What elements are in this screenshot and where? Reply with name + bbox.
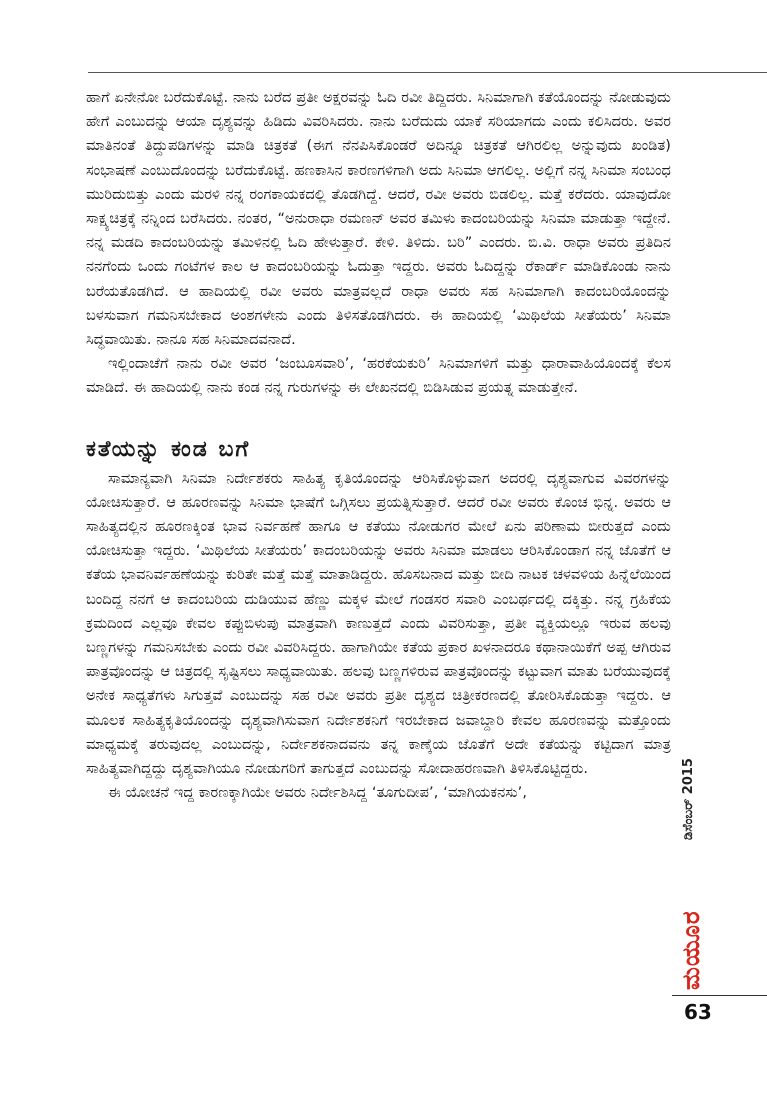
top-rule bbox=[88, 72, 767, 73]
section-heading: ಕತೆಯನ್ನು ಕಂಡ ಬಗೆ bbox=[86, 436, 251, 462]
article-body bbox=[86, 86, 671, 805]
page-number-rule bbox=[672, 995, 767, 996]
article-paragraph-1: ಹಾಗೆ ಏನೇನೋ ಬರೆದುಕೊಟ್ಟೆ. ನಾನು ಬರೆದ ಪ್ರತೀ ಅಕ್ಷರವನ್ನು ಓದಿ ರವೀ ತಿದ್ದಿದರು. ಸಿನಿಮಾಗಾಗಿ ಕತೆಯೊಂದನ್ನು ನೋಡುವುದು ಹೇಗೆ ಎಂಬುದನ್ನು ಆಯಾ ದೃಶ್ಯವನ್ನು ಹಿಡಿದು ವಿವರಿಸಿದರು. ನಾನು ಬರೆದುದು ಯಾಕೆ ಸರಿಯಾಗದು ಎಂದು ಕಲಿಸಿದರು. ಅವರ ಮಾತಿನಂತೆ ತಿದ್ದುಪಡಿಗಳನ್ನು ಮಾಡಿ ಚಿತ್ರಕತೆ (ಈಗ ನೆನಪಿಸಿಕೊಂಡರೆ ಅದಿನ್ನೂ ಚಿತ್ರಕತೆ ಆಗಿರಲಿಲ್ಲ ಅನ್ನುವುದು ಖಂಡಿತ) ಸಂಭಾಷಣೆ ಎಂಬುದೊಂದನ್ನು ಬರೆದುಕೊಟ್ಟೆ. ಹಣಕಾಸಿನ ಕಾರಣಗಳಿಗಾಗಿ ಅದು ಸಿನಿಮಾ ಆಗಲಿಲ್ಲ. ಅಲ್ಲಿಗೆ ನನ್ನ ಸಿನಿಮಾ ಸಂಬಂಧ ಮುರಿದುಬಿತ್ತು ಎಂದು ಮರಳಿ ನನ್ನ ರಂಗಕಾಯಕದಲ್ಲಿ ತೊಡಗಿದ್ದೆ. ಆದರೆ, ರವೀ ಅವರು ಬಿಡಲಿಲ್ಲ. ಮತ್ತೆ ಕರೆದರು. ಯಾವುದೋ ಸಾಕ್ಷ್ಯಚಿತ್ರಕ್ಕೆ ನನ್ನಿಂದ ಬರೆಸಿದರು. ನಂತರ, “ಅನುರಾಧಾ ರಮಣನ್ ಅವರ ತಮಿಳು ಕಾದಂಬರಿಯನ್ನು ಸಿನಿಮಾ ಮಾಡುತ್ತಾ ಇದ್ದೇನೆ. ನನ್ನ ಮಡದಿ ಕಾದಂಬರಿಯನ್ನು ತಮಿಳಿನಲ್ಲಿ ಓದಿ ಹೇಳುತ್ತಾರೆ. ಕೇಳಿ. ತಿಳಿದು. ಬರಿ” ಎಂದರು. ಬಿ.ವಿ. ರಾಧಾ ಅವರು ಪ್ರತಿದಿನ ನನಗೆಂದು ಒಂದು ಗಂಟೆಗಳ ಕಾಲ ಆ ಕಾದಂಬರಿಯನ್ನು ಓದುತ್ತಾ ಇದ್ದರು. ಅವರು ಓದಿದ್ದನ್ನು ರೆಕಾರ್ಡ್ ಮಾಡಿಕೊಂಡು ನಾನು ಬರೆಯತೊಡಗಿದೆ. ಆ ಹಾದಿಯಲ್ಲಿ ರವೀ ಅವರು ಮಾತ್ರವಲ್ಲದೆ ರಾಧಾ ಅವರು ಸಹ ಸಿನಿಮಾಗಾಗಿ ಕಾದಂಬರಿಯೊಂದನ್ನು ಬಳಸುವಾಗ ಗಮನಿಸಬೇಕಾದ ಅಂಶಗಳೇನು ಎಂದು ತಿಳಿಸತೊಡಗಿದರು. ಈ ಹಾದಿಯಲ್ಲಿ ‘ಮಿಥಿಲೆಯ ಸೀತೆಯರು’ ಸಿನಿಮಾ ಸಿದ್ಧವಾಯಿತು. ನಾನೂ ಸಹ ಸಿನಿಮಾದವನಾದೆ. bbox=[86, 90, 671, 349]
article-paragraph-2: ಇಲ್ಲಿಂದಾಚೆಗೆ ನಾನು ರವೀ ಅವರ ‘ಜಂಬೂಸವಾರಿ’, ‘ಹರಕೆಯಕುರಿ’ ಸಿನಿಮಾಗಳಿಗೆ ಮತ್ತು ಧಾರಾವಾಹಿಯೊಂದಕ್ಕೆ ಕೆಲಸ ಮಾಡಿದೆ. ಈ ಹಾದಿಯಲ್ಲಿ ನಾನು ಕಂಡ ನನ್ನ ಗುರುಗಳನ್ನು ಈ ಲೇಖನದಲ್ಲಿ ಬಿಡಿಸಿಡುವ ಪ್ರಯತ್ನ ಮಾಡುತ್ತೇನೆ. bbox=[86, 356, 671, 397]
magazine-logo: ಮಯೂರ bbox=[677, 910, 705, 990]
page-number: 63 bbox=[684, 1000, 712, 1024]
issue-date: ಡಿಸೆಂಬರ್ 2015 bbox=[681, 758, 696, 840]
article-paragraph-4: ಈ ಯೋಚನೆ ಇದ್ದ ಕಾರಣಕ್ಕಾಗಿಯೇ ಅವರು ನಿರ್ದೇಶಿಸಿದ್ದ ‘ತೂಗುದೀಪ’, ‘ಮಾಗಿಯಕನಸು’, bbox=[108, 785, 528, 802]
article-paragraph-3: ಸಾಮಾನ್ಯವಾಗಿ ಸಿನಿಮಾ ನಿರ್ದೇಶಕರು ಸಾಹಿತ್ಯ ಕೃತಿಯೊಂದನ್ನು ಆರಿಸಿಕೊಳ್ಳುವಾಗ ಅದರಲ್ಲಿ ದೃಶ್ಯವಾಗುವ ವಿವರಗಳನ್ನು ಯೋಚಿಸುತ್ತಾರೆ. ಆ ಹೂರಣವನ್ನು ಸಿನಿಮಾ ಭಾಷೆಗೆ ಒಗ್ಗಿಸಲು ಪ್ರಯತ್ನಿಸುತ್ತಾರೆ. ಆದರೆ ರವೀ ಅವರು ಕೊಂಚ ಭಿನ್ನ. ಅವರು ಆ ಸಾಹಿತ್ಯದಲ್ಲಿನ ಹೂರಣಕ್ಕಿಂತ ಭಾವ ನಿರ್ವಹಣೆ ಹಾಗೂ ಆ ಕತೆಯು ನೋಡುಗರ ಮೇಲೆ ಏನು ಪರಿಣಾಮ ಬೀರುತ್ತದೆ ಎಂದು ಯೋಚಿಸುತ್ತಾ ಇದ್ದರು. ‘ಮಿಥಿಲೆಯ ಸೀತೆಯರು’ ಕಾದಂಬರಿಯನ್ನು ಅವರು ಸಿನಿಮಾ ಮಾಡಲು ಆರಿಸಿಕೊಂಡಾಗ ನನ್ನ ಜೊತೆಗೆ ಆ ಕತೆಯ ಭಾವನಿರ್ವಹಣೆಯನ್ನು ಕುರಿತೇ ಮತ್ತೆ ಮತ್ತೆ ಮಾತಾಡಿದ್ದರು. ಹೊಸಬನಾದ ಮತ್ತು ಬೀದಿ ನಾಟಕ ಚಳವಳಿಯ ಹಿನ್ನೆಲೆಯಿಂದ ಬಂದಿದ್ದ ನನಗೆ ಆ ಕಾದಂಬರಿಯ ದುಡಿಯುವ ಹೆಣ್ಣು ಮಕ್ಕಳ ಮೇಲೆ ಗಂಡಸರ ಸವಾರಿ ಎಂಬರ್ಥದಲ್ಲಿ ದಕ್ಕಿತ್ತು. ನನ್ನ ಗ್ರಹಿಕೆಯ ಕ್ರಮದಿಂದ ಎಲ್ಲವೂ ಕೇವಲ ಕಪ್ಪುಬಿಳುಪು ಮಾತ್ರವಾಗಿ ಕಾಣುತ್ತದೆ ಎಂದು ವಿವರಿಸುತ್ತಾ, ಪ್ರತೀ ವ್ಯಕ್ತಿಯಲ್ಲೂ ಇರುವ ಹಲವು ಬಣ್ಣಗಳನ್ನು ಗಮನಿಸಬೇಕು ಎಂದು ರವೀ ವಿವರಿಸಿದ್ದರು. ಹಾಗಾಗಿಯೇ ಕತೆಯ ಪ್ರಕಾರ ಖಳನಾದರೂ ಕಥಾನಾಯಿಕೆಗೆ ಅಪ್ಪ ಆಗಿರುವ ಪಾತ್ರವೊಂದನ್ನು ಆ ಚಿತ್ರದಲ್ಲಿ ಸೃಷ್ಟಿಸಲು ಸಾಧ್ಯವಾಯಿತು. ಹಲವು ಬಣ್ಣಗಳಿರುವ ಪಾತ್ರವೊಂದನ್ನು ಕಟ್ಟುವಾಗ ಮಾತು ಬರೆಯುವುದಕ್ಕೆ ಅನೇಕ ಸಾಧ್ಯತೆಗಳು ಸಿಗುತ್ತವೆ ಎಂಬುದನ್ನು ಸಹ ರವೀ ಅವರು ಪ್ರತೀ ದೃಶ್ಯದ ಚಿತ್ರೀಕರಣದಲ್ಲಿ ತೋರಿಸಿಕೊಡುತ್ತಾ ಇದ್ದರು. ಆ ಮೂಲಕ ಸಾಹಿತ್ಯಕೃತಿಯೊಂದನ್ನು ದೃಶ್ಯವಾಗಿಸುವಾಗ ನಿರ್ದೇಶಕನಿಗೆ ಇರಬೇಕಾದ ಜವಾಬ್ದಾರಿ ಕೇವಲ ಹೂರಣವನ್ನು ಮತ್ತೊಂದು ಮಾಧ್ಯಮಕ್ಕೆ ತರುವುದಲ್ಲ ಎಂಬುದನ್ನು, ನಿರ್ದೇಶಕನಾದವನು ತನ್ನ ಕಾಣ್ಕೆಯ ಜೊತೆಗೆ ಅದೇ ಕತೆಯನ್ನು ಕಟ್ಟಿದಾಗ ಮಾತ್ರ ಸಾಹಿತ್ಯವಾಗಿದ್ದದ್ದು ದೃಶ್ಯವಾಗಿಯೂ ನೋಡುಗರಿಗೆ ತಾಗುತ್ತದೆ ಎಂಬುದನ್ನು ಸೋದಾಹರಣವಾಗಿ ತಿಳಿಸಿಕೊಟ್ಟಿದ್ದರು. bbox=[86, 470, 671, 778]
